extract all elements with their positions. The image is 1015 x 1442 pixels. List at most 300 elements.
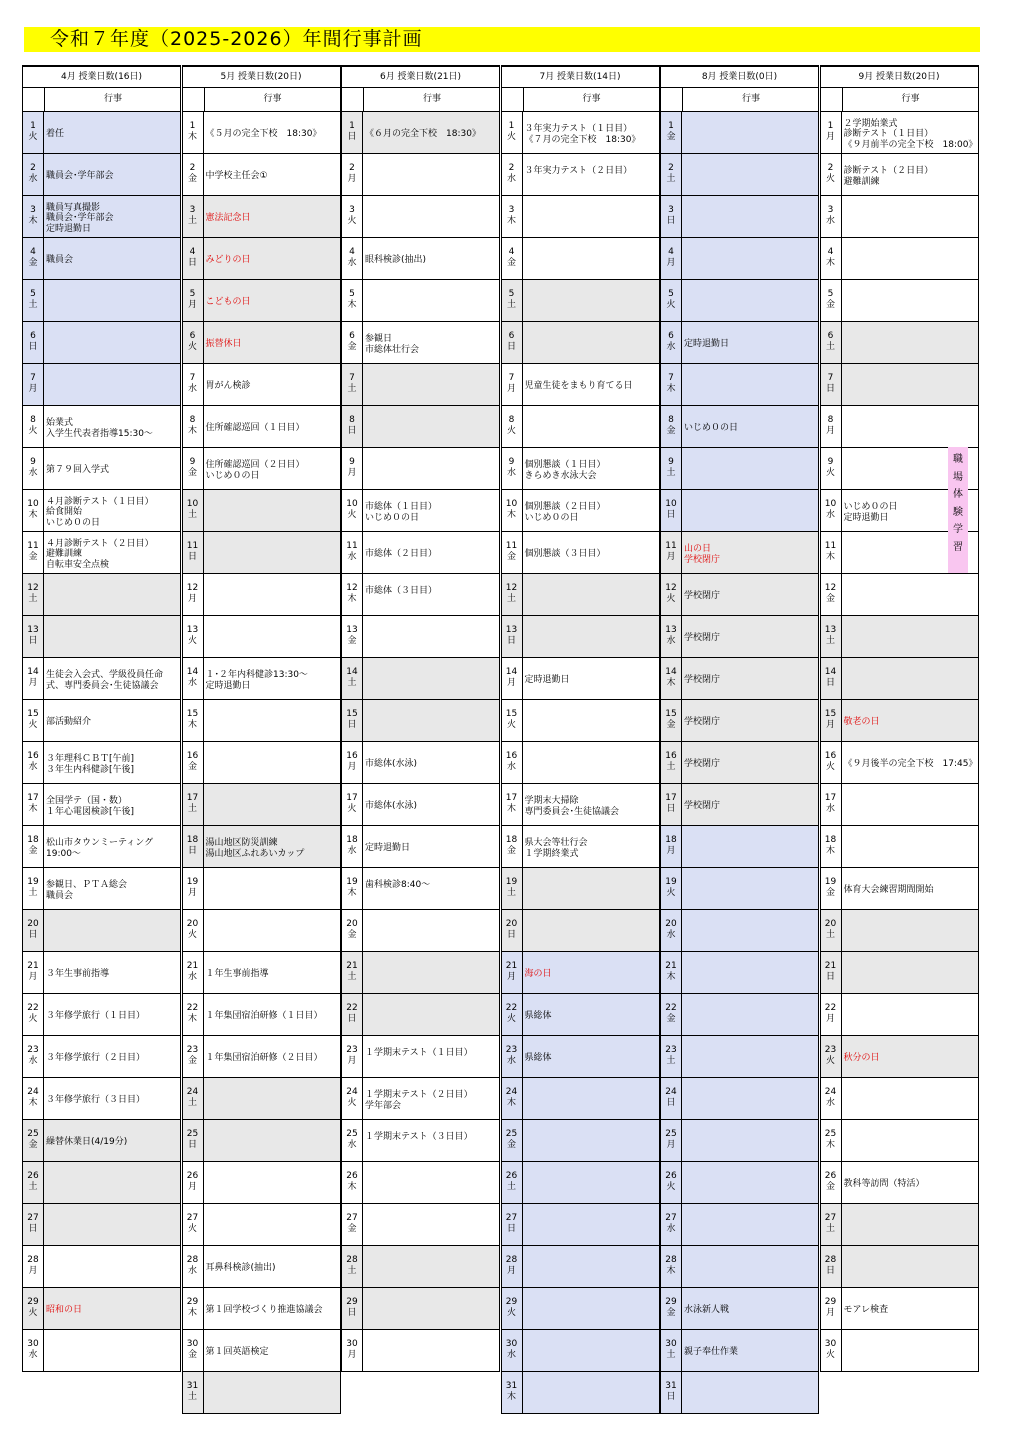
day-row: [660, 994, 819, 1036]
day-date-cell: [183, 1120, 204, 1161]
day-date-cell: [661, 1330, 682, 1371]
day-date-cell: [821, 784, 842, 825]
day-date-cell: [821, 406, 842, 447]
day-number: 30: [346, 1339, 358, 1349]
day-date-cell: [23, 1204, 44, 1245]
day-event: ２学期始業式 診断テスト（１日目） 《９月前半の完全下校 18:00》: [842, 112, 978, 153]
day-row: [820, 322, 979, 364]
day-weekday: 日: [506, 342, 516, 352]
day-row: [820, 1036, 979, 1078]
day-date-cell: [23, 1288, 44, 1329]
day-row: [341, 952, 500, 994]
day-event: [363, 658, 499, 699]
day-date-cell: [661, 112, 682, 153]
day-weekday: 火: [347, 216, 357, 226]
day-event: 憲法記念日: [204, 196, 340, 237]
day-weekday: 土: [666, 174, 676, 184]
day-weekday: 木: [187, 720, 197, 730]
day-row: [341, 700, 500, 742]
month-header: 4月 授業日数(16日): [22, 65, 181, 88]
day-weekday: 月: [506, 678, 516, 688]
day-weekday: 土: [187, 1392, 197, 1402]
day-row: [820, 826, 979, 868]
day-number: 23: [505, 1045, 518, 1055]
day-weekday: 土: [28, 1182, 38, 1192]
day-weekday: 木: [187, 132, 197, 142]
day-event: [682, 1036, 818, 1077]
day-weekday: 水: [28, 468, 38, 478]
day-event: 定時退勤日: [363, 826, 499, 867]
day-number: 23: [186, 1045, 199, 1055]
day-date-cell: [183, 364, 204, 405]
day-number: 10: [665, 499, 677, 509]
day-row: [22, 406, 181, 448]
day-number: 7: [827, 373, 834, 383]
day-date-cell: [502, 742, 523, 783]
day-row: [182, 322, 341, 364]
day-number: 3: [30, 205, 36, 215]
day-number: 31: [665, 1381, 677, 1391]
day-event: [204, 574, 340, 615]
day-date-cell: [342, 280, 363, 321]
day-event: 中学校主任会①: [204, 154, 340, 195]
day-number: 15: [824, 709, 837, 719]
day-weekday: 金: [666, 426, 676, 436]
day-row: [820, 196, 979, 238]
day-event: ３年実力テスト（２日目）: [523, 154, 659, 195]
day-weekday: 金: [347, 1224, 357, 1234]
day-event: [44, 280, 180, 321]
day-number: 12: [186, 583, 199, 593]
day-date-cell: [821, 1330, 842, 1371]
day-number: 29: [346, 1297, 358, 1307]
day-weekday: 水: [825, 216, 835, 226]
day-weekday: 火: [187, 636, 197, 646]
day-weekday: 水: [825, 804, 835, 814]
day-date-cell: [502, 910, 523, 951]
day-date-cell: [661, 784, 682, 825]
event-column-label: 行事: [263, 94, 282, 104]
day-event: [842, 952, 978, 993]
event-column-label: 行事: [741, 94, 760, 104]
day-event: ３年実力テスト（１日目） 《７月の完全下校 18:30》: [523, 112, 659, 153]
day-row: [341, 1036, 500, 1078]
day-event: こどもの日: [204, 280, 340, 321]
day-weekday: 水: [28, 762, 38, 772]
day-event: [44, 1330, 180, 1371]
day-date-cell: [661, 406, 682, 447]
day-date-cell: [342, 238, 363, 279]
day-event: [44, 574, 180, 615]
day-event: [523, 910, 659, 951]
day-row: [501, 364, 660, 406]
day-number: 12: [665, 583, 677, 593]
day-date-cell: [183, 994, 204, 1035]
day-row: [341, 1120, 500, 1162]
event-column-label: 行事: [103, 94, 122, 104]
day-number: 6: [668, 331, 674, 341]
day-weekday: 土: [28, 888, 38, 898]
day-date-cell: [661, 658, 682, 699]
day-number: 15: [186, 709, 199, 719]
day-row: [660, 490, 819, 532]
day-weekday: 月: [825, 1308, 835, 1318]
day-row: [341, 910, 500, 952]
day-event: [523, 616, 659, 657]
day-weekday: 火: [347, 1098, 357, 1108]
day-row: [22, 448, 181, 490]
day-row: [820, 1120, 979, 1162]
day-weekday: 日: [347, 1308, 357, 1318]
day-weekday: 火: [825, 174, 835, 184]
day-date-cell: [821, 112, 842, 153]
day-date-cell: [23, 280, 44, 321]
day-event: [523, 1162, 659, 1203]
day-date-cell: [661, 1036, 682, 1077]
day-event: 学校閉庁: [682, 616, 818, 657]
day-event: 第７９回入学式: [44, 448, 180, 489]
day-row: [820, 280, 979, 322]
day-weekday: 金: [506, 552, 516, 562]
day-event: [842, 1204, 978, 1245]
day-date-cell: [502, 1204, 523, 1245]
day-number: 1: [30, 121, 36, 131]
day-number: 5: [349, 289, 355, 299]
day-weekday: 月: [28, 384, 38, 394]
day-number: 8: [668, 415, 674, 425]
day-weekday: 木: [187, 1014, 197, 1024]
day-number: 26: [505, 1171, 518, 1181]
day-date-cell: [183, 532, 204, 573]
day-date-cell: [821, 490, 842, 531]
day-date-cell: [821, 1120, 842, 1161]
day-weekday: 金: [825, 594, 835, 604]
day-number: 28: [824, 1255, 837, 1265]
day-event: 住所確認巡回（１日目）: [204, 406, 340, 447]
day-date-cell: [661, 868, 682, 909]
day-event: [682, 364, 818, 405]
day-event: [204, 910, 340, 951]
day-event: [363, 1288, 499, 1329]
day-date-cell: [183, 826, 204, 867]
day-event: １年集団宿泊研修（２日目）: [204, 1036, 340, 1077]
day-number: 12: [27, 583, 39, 593]
day-date-cell: [23, 742, 44, 783]
day-number: 19: [824, 877, 837, 887]
day-row: [182, 1204, 341, 1246]
day-event: [204, 784, 340, 825]
day-event: [842, 616, 978, 657]
day-weekday: 木: [506, 510, 516, 520]
month-header: 8月 授業日数(0日): [660, 65, 819, 88]
day-row: [341, 280, 500, 322]
month-header: 9月 授業日数(20日): [820, 65, 979, 88]
day-number: 9: [30, 457, 36, 467]
day-date-cell: [661, 196, 682, 237]
day-date-cell: [23, 1078, 44, 1119]
day-row: [341, 742, 500, 784]
column-subheader: [660, 88, 819, 112]
column-subheader: [341, 88, 500, 112]
day-event: [842, 994, 978, 1035]
day-row: [820, 1330, 979, 1372]
day-date-cell: [502, 1330, 523, 1371]
day-number: 12: [505, 583, 518, 593]
day-number: 26: [27, 1171, 39, 1181]
day-row: [22, 1246, 181, 1288]
day-date-cell: [342, 1162, 363, 1203]
day-number: 3: [508, 205, 515, 215]
day-number: 29: [27, 1297, 39, 1307]
day-number: 30: [27, 1339, 39, 1349]
day-weekday: 水: [347, 258, 357, 268]
day-row: [182, 532, 341, 574]
day-date-cell: [23, 574, 44, 615]
day-weekday: 月: [666, 1140, 676, 1150]
day-number: 12: [346, 583, 358, 593]
day-number: 23: [824, 1045, 837, 1055]
day-row: [341, 784, 500, 826]
day-number: 24: [824, 1087, 837, 1097]
day-number: 21: [27, 961, 39, 971]
day-number: 31: [505, 1381, 518, 1391]
day-event: 耳鼻科検診(抽出): [204, 1246, 340, 1287]
day-number: 28: [346, 1255, 358, 1265]
day-row: [501, 1036, 660, 1078]
day-number: 5: [668, 289, 674, 299]
day-row: [820, 1288, 979, 1330]
day-number: 18: [186, 835, 199, 845]
day-event: [682, 448, 818, 489]
day-weekday: 水: [28, 1056, 38, 1066]
day-number: 14: [824, 667, 837, 677]
day-event: 《６月の完全下校 18:30》: [363, 112, 499, 153]
day-event: [682, 910, 818, 951]
day-number: 14: [27, 667, 39, 677]
day-date-cell: [183, 1204, 204, 1245]
day-row: [22, 616, 181, 658]
day-event: 職員写真撮影 職員会･学年部会 定時退勤日: [44, 196, 180, 237]
day-date-cell: [23, 1036, 44, 1077]
day-row: [660, 574, 819, 616]
day-row: [660, 700, 819, 742]
day-weekday: 土: [347, 972, 357, 982]
day-weekday: 金: [347, 930, 357, 940]
day-row: [341, 196, 500, 238]
day-number: 25: [665, 1129, 677, 1139]
day-weekday: 金: [347, 636, 357, 646]
day-row: [660, 826, 819, 868]
day-number: 28: [665, 1255, 677, 1265]
day-weekday: 火: [666, 888, 676, 898]
day-weekday: 火: [187, 1224, 197, 1234]
day-number: 7: [30, 373, 36, 383]
day-weekday: 日: [347, 132, 357, 142]
day-weekday: 木: [347, 1182, 357, 1192]
day-number: 2: [349, 163, 355, 173]
day-date-cell: [23, 994, 44, 1035]
day-number: 21: [505, 961, 518, 971]
day-date-cell: [502, 658, 523, 699]
day-date-cell: [183, 1162, 204, 1203]
day-row: [341, 238, 500, 280]
day-date-cell: [821, 952, 842, 993]
day-weekday: 月: [28, 972, 38, 982]
side-label-workplace-experience: [948, 447, 968, 573]
day-event: モアレ検査: [842, 1288, 978, 1329]
day-event: 生徒会入会式、学級役員任命式、専門委員会･生徒協議会: [44, 658, 180, 699]
day-event: いじめ０の日: [682, 406, 818, 447]
day-weekday: 金: [825, 888, 835, 898]
day-row: [182, 490, 341, 532]
day-number: 3: [827, 205, 834, 215]
day-event: [682, 868, 818, 909]
day-date-cell: [342, 910, 363, 951]
day-event: １年集団宿泊研修（１日目）: [204, 994, 340, 1035]
day-number: 19: [346, 877, 358, 887]
day-event: 湯山地区防災訓練 湯山地区ふれあいカップ: [204, 826, 340, 867]
day-date-cell: [821, 658, 842, 699]
day-row: [501, 784, 660, 826]
day-row: [182, 1288, 341, 1330]
day-weekday: 月: [825, 720, 835, 730]
day-event: 学校閉庁: [682, 784, 818, 825]
day-event: 診断テスト（２日目） 避難訓練: [842, 154, 978, 195]
day-row: [501, 532, 660, 574]
day-row: [501, 826, 660, 868]
day-event: [523, 1078, 659, 1119]
day-weekday: 金: [347, 342, 357, 352]
day-weekday: 火: [28, 720, 38, 730]
day-event: [363, 1330, 499, 1371]
day-number: 14: [186, 667, 199, 677]
day-weekday: 水: [187, 972, 197, 982]
date-subheader-cell: [342, 88, 364, 111]
day-event: [842, 406, 978, 447]
day-date-cell: [502, 1288, 523, 1329]
day-row: [501, 448, 660, 490]
day-number: 4: [30, 247, 36, 257]
day-date-cell: [342, 322, 363, 363]
day-event: [842, 238, 978, 279]
day-date-cell: [821, 1036, 842, 1077]
day-number: 10: [346, 499, 358, 509]
day-date-cell: [821, 868, 842, 909]
day-weekday: 火: [506, 1308, 516, 1318]
day-number: 5: [508, 289, 515, 299]
day-weekday: 火: [28, 1308, 38, 1318]
day-weekday: 火: [666, 594, 676, 604]
day-event: [682, 112, 818, 153]
day-event: [842, 910, 978, 951]
day-event: [204, 868, 340, 909]
day-row: [182, 1120, 341, 1162]
day-event: [523, 406, 659, 447]
day-number: 24: [346, 1087, 358, 1097]
day-event: 市総体(水泳): [363, 742, 499, 783]
day-weekday: 日: [187, 1140, 197, 1150]
day-event: 市総体（２日目）: [363, 532, 499, 573]
day-row: [660, 322, 819, 364]
day-event: [204, 700, 340, 741]
day-row: [660, 238, 819, 280]
day-weekday: 日: [506, 636, 516, 646]
day-row: [182, 952, 341, 994]
day-number: 8: [30, 415, 36, 425]
day-number: 1: [189, 121, 196, 131]
day-date-cell: [183, 574, 204, 615]
day-row: [501, 574, 660, 616]
day-row: [820, 616, 979, 658]
day-weekday: 土: [506, 888, 516, 898]
day-date-cell: [183, 490, 204, 531]
day-number: 7: [349, 373, 355, 383]
day-weekday: 木: [506, 216, 516, 226]
day-date-cell: [661, 1372, 682, 1413]
day-date-cell: [342, 490, 363, 531]
day-date-cell: [502, 826, 523, 867]
day-row: [820, 406, 979, 448]
day-date-cell: [183, 658, 204, 699]
day-date-cell: [502, 1078, 523, 1119]
day-event: [44, 322, 180, 363]
day-number: 23: [346, 1045, 358, 1055]
day-row: [341, 868, 500, 910]
day-row: [182, 616, 341, 658]
day-weekday: 水: [666, 342, 676, 352]
day-date-cell: [23, 1330, 44, 1371]
day-number: 26: [824, 1171, 837, 1181]
day-number: 25: [505, 1129, 518, 1139]
day-event: 定時退勤日: [682, 322, 818, 363]
day-event: 県大会等壮行会 １学期終業式: [523, 826, 659, 867]
day-event: 市総体（３日目）: [363, 574, 499, 615]
day-weekday: 金: [506, 846, 516, 856]
day-weekday: 土: [825, 930, 835, 940]
day-date-cell: [502, 868, 523, 909]
day-event: [44, 364, 180, 405]
day-row: [22, 868, 181, 910]
day-date-cell: [23, 448, 44, 489]
day-event: １学期末テスト（１日目）: [363, 1036, 499, 1077]
day-number: 5: [30, 289, 36, 299]
day-event: 繰替休業日(4/19分): [44, 1120, 180, 1161]
day-event: [363, 616, 499, 657]
day-date-cell: [23, 826, 44, 867]
day-number: 3: [668, 205, 674, 215]
day-number: 4: [189, 247, 196, 257]
day-event: [842, 1330, 978, 1371]
day-event: 第１回英語検定: [204, 1330, 340, 1371]
column-subheader: [22, 88, 181, 112]
day-number: 1: [508, 121, 515, 131]
day-weekday: 金: [28, 258, 38, 268]
day-weekday: 火: [825, 1056, 835, 1066]
day-row: [660, 1036, 819, 1078]
day-event: 県総体: [523, 1036, 659, 1077]
day-row: [22, 364, 181, 406]
day-number: 2: [508, 163, 515, 173]
day-date-cell: [821, 1162, 842, 1203]
day-row: [501, 1204, 660, 1246]
day-date-cell: [23, 868, 44, 909]
day-event: ３年理科ＣＢＴ[午前] ３年生内科健診[午後]: [44, 742, 180, 783]
day-number: 17: [346, 793, 358, 803]
day-date-cell: [342, 1120, 363, 1161]
day-number: 4: [827, 247, 834, 257]
day-number: 11: [505, 541, 518, 551]
day-row: [660, 1120, 819, 1162]
